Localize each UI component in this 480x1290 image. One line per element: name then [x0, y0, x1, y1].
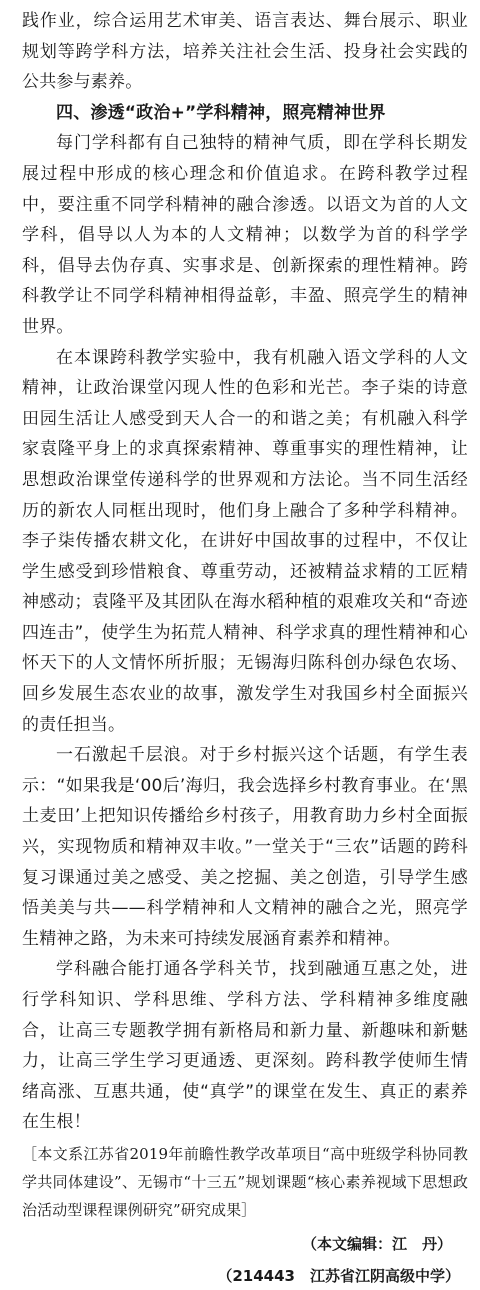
author-address: （214443 江苏省江阴高级中学）: [217, 1266, 460, 1285]
funding-footnote: ［本文系江苏省2019年前瞻性教学改革项目“高中班级学科协同教学共同体建设”、无锡市“十三五”规划课题“核心素养视域下思想政治活动型课程课例研究”研究成果］: [22, 1144, 468, 1219]
paragraph-subject-spirit: 每门学科都有自己独特的精神气质，即在学科长期发展过程中形成的核心理念和价值追求。在跨科教学过程中，要注重不同学科精神的融合渗透。以语文为首的人文学科，倡导以人为本的人文精神；以数学为首的科学学科，倡导去伪存真、实事求是、创新探索的理性精神。跨科教学让不同学科精神相得益彰，丰盈、照亮学生的精神世界。: [22, 133, 468, 337]
paragraph-continuation: 践作业，综合运用艺术审美、语言表达、舞台展示、职业规划等跨学科方法，培养关注社会生活、投身社会实践的公共参与素养。: [22, 11, 468, 93]
editor-credit: （本文编辑：江 丹）: [301, 1234, 452, 1253]
section-heading: 四、渗透“政治+”学科精神，照亮精神世界: [56, 102, 386, 123]
article-body: [22, 6, 468, 1290]
paragraph-conclusion: 学科融合能打通各学科关节，找到融通互惠之处，进行学科知识、学科思维、学科方法、学科精神多维度融合，让高三专题教学拥有新格局和新力量、新趣味和新魅力，让高三学生学习更通透、更深刻。跨科教学使师生情绪高涨、互惠共通，使“真学”的课堂在发生、真正的素养在生根！: [22, 959, 468, 1133]
paragraph-teaching-experiment: 在本课跨科教学实验中，我有机融入语文学科的人文精神，让政治课堂闪现人性的色彩和光芒。李子柒的诗意田园生活让人感受到天人合一的和谐之美；有机融入科学家袁隆平身上的求真探索精神、尊重事实的理性精神，让思想政治课堂传递科学的世界观和方法论。当不同生活经历的新农人同框出现时，他们身上融合了多种学科精神。李子柒传播农耕文化，在讲好中国故事的过程中，不仅让学生感受到珍惜粮食、尊重劳动，还被精益求精的工匠精神感动；袁隆平及其团队在海水稻种植的艰难攻关和“奇迹四连击”，使学生为拓荒人精神、科学求真的理性精神和心怀天下的人文情怀所折服；无锡海归陈科创办绿色农场、回乡发展生态农业的故事，激发学生对我国乡村全面振兴的责任担当。: [22, 347, 468, 735]
paragraph-student-response: 一石激起千层浪。对于乡村振兴这个话题，有学生表示：“如果我是‘00后’海归，我会选择乡村教育事业。在‘黑土麦田’上把知识传播给乡村孩子，用教育助力乡村全面振兴，实现物质和精神双丰收。”一堂关于“三农”话题的跨科复习课通过美之感受、美之挖掘、美之创造，引导学生感悟美美与共——科学精神和人文精神的融合之光，照亮学生精神之路，为未来可持续发展涵育素养和精神。: [22, 745, 468, 949]
